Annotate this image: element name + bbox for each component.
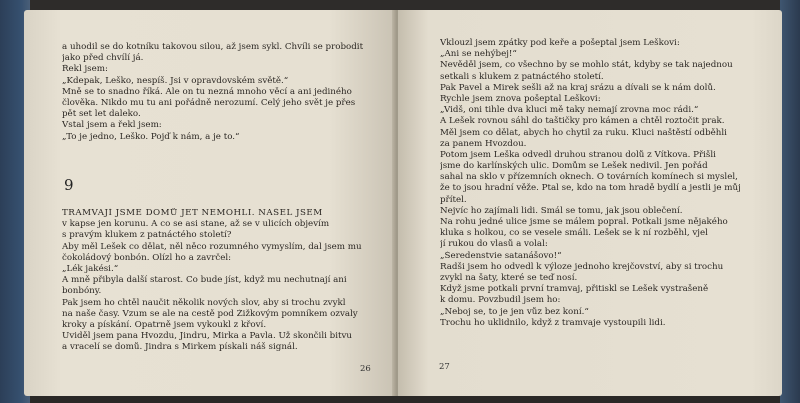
book-cover-right-edge [780,0,800,403]
text-line: zvykl na šaty, které se teď nosí. [440,272,578,283]
text-line: čokoládový bonbón. Olízl ho a zavrčel: [62,252,232,263]
text-line: Mně se to snadno říká. Ale on tu nezná mnoho věcí a ani jediného [62,86,352,97]
text-line: a vracelí se domů. Jindra s Mirkem pískali náš signál. [62,342,298,353]
page-number-left: 26 [360,364,371,374]
chapter-opening-line: TRAMVAJÍ JSME DOMŮ JET NEMOHLI. NAŠEL JSEM [62,208,323,218]
text-line: „Vidš, oni tihle dva kluci mě taky nemají zrovna moc rádi.“ [440,105,699,116]
text-line: Trochu ho uklidnilo, když z tramvaje vystoupili lidi. [440,317,666,328]
text-line: „Ani se nehýbej!“ [440,49,517,60]
text-line: Řekl jsem: [62,64,108,75]
text-line: Měl jsem co dělat, abych ho chytil za ruku. Kluci naštěstí odběhli [440,127,727,138]
text-line: člověka. Nikdo mu tu ani pořádně nerozumí. Celý jeho svět je přes [62,97,356,108]
text-line: že to jsou hradní věže. Ptal se, kdo na tom hradě bydlí a jestli je můj [440,183,741,194]
text-line: „Neboj se, to je jen vůz bez koní.“ [440,306,589,317]
text-line: a uhodil se do kotníku takovou silou, až jsem sykl. Chvíli se probodit [62,42,364,52]
text-line: přítel. [440,194,467,205]
text-line: Pak jsem ho chtěl naučit několik nových slov, aby si trochu zvykl [62,297,346,308]
right-page [398,10,782,396]
text-line: Uviděl jsem pana Hvozdu, Jindru, Mirka a Pavla. Už skončili bitvu [62,331,352,342]
text-line: jsme do karlínských ulic. Domům se Lešek nedivil. Jen pořád [440,161,708,172]
text-line: jako před chvílí já. [62,53,144,64]
text-line: Vstal jsem a řekl jsem: [62,120,162,131]
text-line: „Lék jakési.“ [62,263,119,274]
text-line: A Lešek rovnou sáhl do taštičky pro kámen a chtěl roztočit prak. [440,116,725,127]
text-line: Aby měl Lešek co dělat, něl něco rozumného vymyslím, dal jsem mu [62,241,362,252]
right-page-text [440,38,770,329]
text-line: kluka s holkou, co se vesele smáli. Lešek se k ní rozběhl, vjel [440,228,708,239]
text-line: „Kdepak, Leško, nespíš. Jsi v opravdovském světě.“ [62,75,289,86]
text-line: v kapse jen korunu. A co se asi stane, až se v ulicích objevím [62,219,330,230]
text-line: Na rohu jedné ulice jsme se málem popral. Potkali jsme nějakého [440,217,728,227]
text-line: Pak Pavel a Mirek sešli až na kraj srázu a dívali se k nám dolů. [440,82,716,93]
text-line: s pravým klukem z patnáctého století? [62,230,232,241]
left-page [24,10,396,396]
text-line: pět set let daleko. [62,109,141,120]
text-line: bonbóny. [62,286,102,297]
chapter-number: 9 [64,176,74,194]
text-line: k domu. Povzbudil jsem ho: [440,295,561,306]
text-line: Potom jsem Leška odvedl druhou stranou dolů z Vítkova. Přišli [440,149,716,160]
text-line: kroky a pískání. Opatrně jsem vykoukl z křoví. [62,319,267,330]
text-line: A mně přibyla další starost. Co bude jíst, když mu nechutnají ani [62,275,347,286]
text-line: setkali s klukem z patnáctého století. [440,71,604,82]
text-line: Radši jsem ho odvedl k výloze jednoho krejčovství, aby si trochu [440,261,724,272]
text-line: „Šeredenstvie satanášovo!“ [440,250,562,261]
text-line: jí rukou do vlasů a volal: [440,239,548,250]
text-line: na naše časy. Vzum se ale na cestě pod Žižkovým pomníkem ozvaly [62,308,358,319]
text-line: „To je jedno, Leško. Pojď k nám, a je to.“ [62,131,240,142]
text-line: Vklouzl jsem zpátky pod keře a pošeptal jsem Leškovi: [440,38,680,48]
text-line: za panem Hvozdou. [440,138,527,149]
left-page-top-text [62,42,380,143]
page-number-right: 27 [439,362,450,372]
text-line: Rychle jsem znova pošeptal Leškovi: [440,93,601,104]
text-line: sahal na sklo v přízemních oknech. O továrních komínech si myslel, [440,172,738,183]
text-line: Když jsme potkali první tramvaj, přitiskl se Lešek vystrašeně [440,284,709,295]
text-line: Nejvíc ho zajímali lidi. Smál se tomu, jak jsou oblečení. [440,205,683,216]
text-line: Nevěděl jsem, co všechno by se mohlo stát, kdyby se tak najednou [440,60,733,71]
left-page-chapter-text [62,208,380,353]
